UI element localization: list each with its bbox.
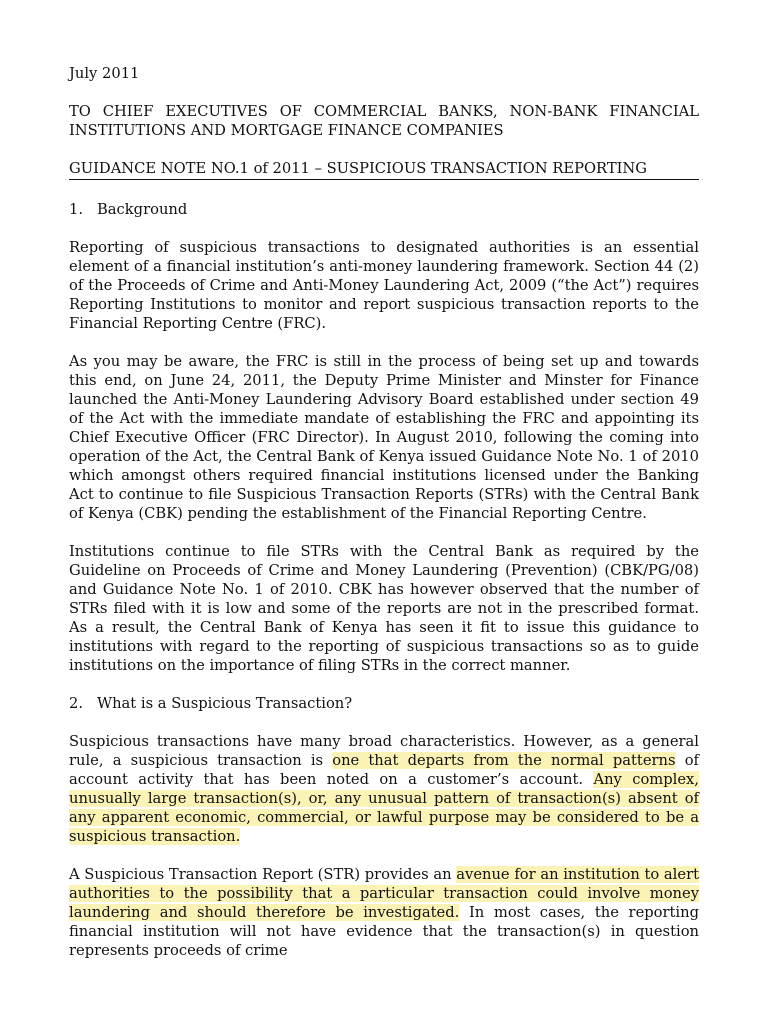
addressee-line: TO CHIEF EXECUTIVES OF COMMERCIAL BANKS, NON-BANK FINANCIAL INSTITUTIONS AND MORTGAGE FINANCE COMPANIES	[69, 103, 699, 139]
highlighted-text: one that departs from the normal patterns	[332, 752, 676, 769]
text-run: In most cases, the reporting financial institution will not have evidence that the transaction(s) in question represents proceeds of crime	[69, 904, 699, 959]
section-2-number: 2.	[69, 695, 84, 712]
section-1-paragraph-3: Institutions continue to file STRs with the Central Bank as required by the Guideline on Proceeds of Crime and Money Laundering (Prevention) (CBK/PG/08) and Guidance Note No. 1 of 2010. CBK has however observed that the number of STRs filed with it is low and some of the reports are not in the prescribed format. As a result, the Central Bank of Kenya has seen it fit to issue this guidance to institutions with regard to the reporting of suspicious transactions so as to guide institutions on the importance of filing STRs in the correct manner.	[69, 543, 699, 674]
text-run: Suspicious transactions have many broad characteristics. However, as a general rule, a suspicious transaction is	[69, 733, 699, 769]
section-1-number: 1.	[69, 201, 84, 218]
section-1-title: Background	[97, 201, 188, 218]
text-run: of account activity that has been noted on a customer’s account.	[69, 752, 699, 788]
document-title: GUIDANCE NOTE NO.1 of 2011 – SUSPICIOUS TRANSACTION REPORTING	[69, 159, 699, 180]
text-run: A Suspicious Transaction Report (STR) provides an	[69, 866, 457, 883]
document-date: July 2011	[69, 65, 140, 82]
section-1-paragraph-1: Reporting of suspicious transactions to designated authorities is an essential element of a financial institution’s anti-money laundering framework. Section 44 (2) of the Proceeds of Crime and Anti-Money Laundering Act, 2009 (“the Act”) requires Reporting Institutions to monitor and report suspicious transaction reports to the Financial Reporting Centre (FRC).	[69, 239, 699, 332]
section-1-heading	[69, 200, 699, 219]
section-1-paragraph-2: As you may be aware, the FRC is still in the process of being set up and towards this end, on June 24, 2011, the Deputy Prime Minister and Minster for Finance launched the Anti-Money Laundering Advisory Board established under section 49 of the Act with the immediate mandate of establishing the FRC and appointing its Chief Executive Officer (FRC Director). In August 2010, following the coming into operation of the Act, the Central Bank of Kenya issued Guidance Note No. 1 of 2010 which amongst others required financial institutions licensed under the Banking Act to continue to file Suspicious Transaction Reports (STRs) with the Central Bank of Kenya (CBK) pending the establishment of the Financial Reporting Centre.	[69, 353, 699, 522]
section-2-title: What is a Suspicious Transaction?	[97, 695, 353, 712]
highlighted-text: Any complex, unusually large transaction(s), or, any unusual pattern of transaction(s) absent of any apparent economic, commercial, or lawful purpose may be considered to be a suspicious transaction.	[69, 771, 699, 845]
section-2-paragraph-1	[69, 732, 699, 846]
section-2-heading	[69, 694, 699, 713]
highlighted-text: avenue for an institution to alert authorities to the possibility that a particular transaction could involve money laundering and should therefore be investigated.	[69, 866, 699, 921]
section-2-paragraph-2	[69, 865, 699, 960]
